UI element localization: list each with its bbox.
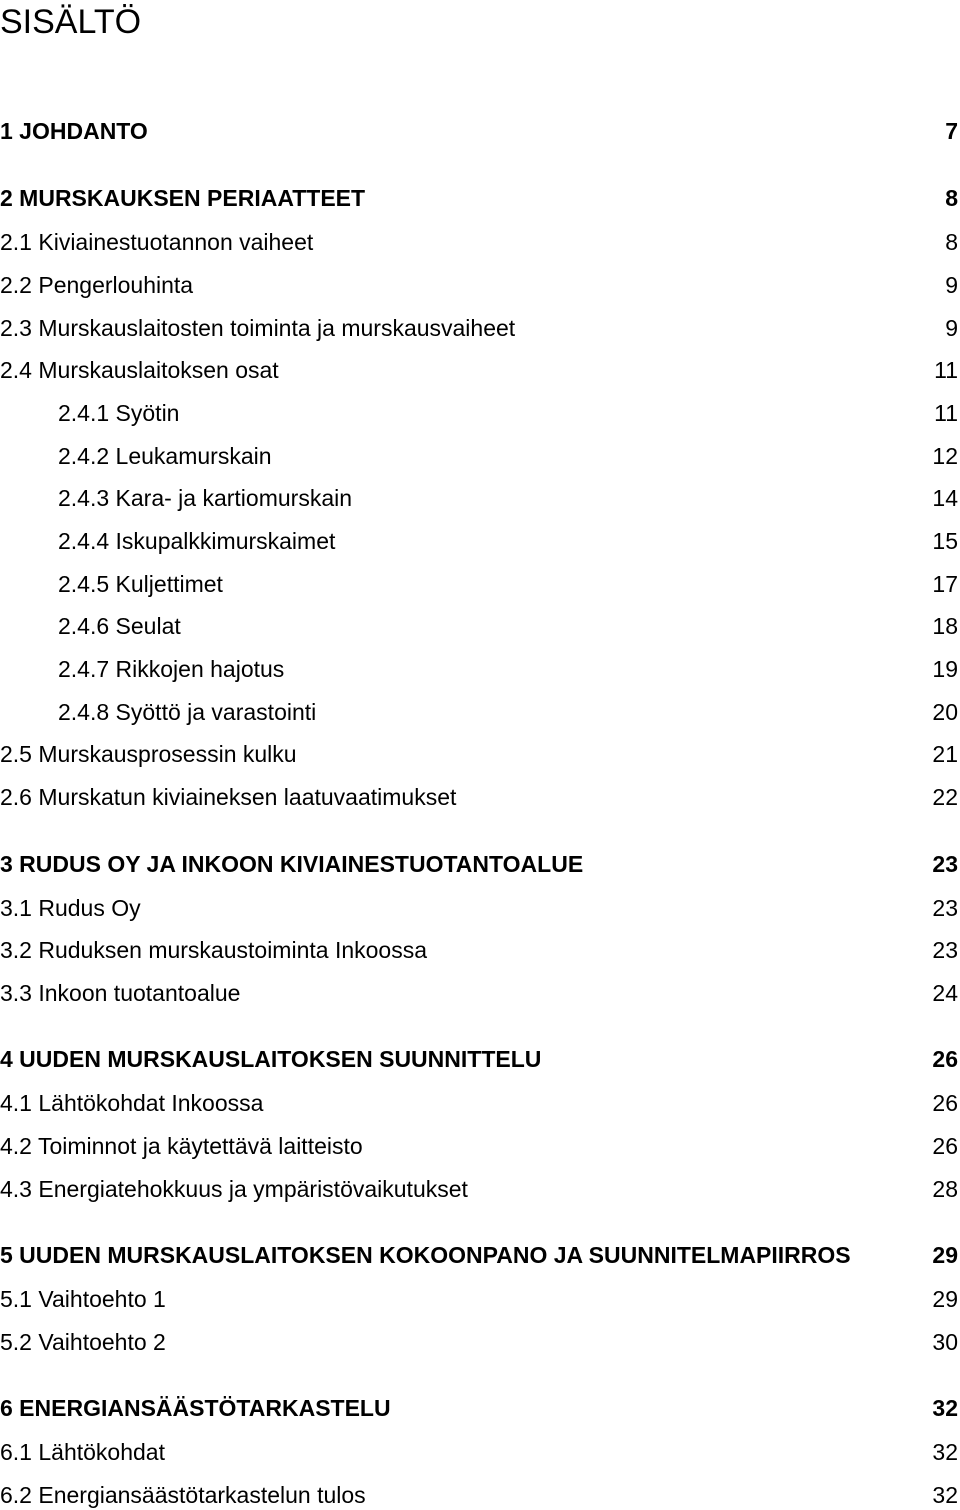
- toc-entry: [0, 1131, 958, 1161]
- toc-entry-title: 6.1 Lähtökohdat: [0, 1439, 165, 1465]
- toc-entry-title: 3.3 Inkoon tuotantoalue: [0, 980, 241, 1006]
- toc-entry: [0, 441, 958, 471]
- toc-entry-page-number: 9: [945, 272, 958, 298]
- toc-entry: [0, 697, 958, 727]
- toc-entry: [0, 893, 958, 923]
- toc-entry: [0, 1284, 958, 1314]
- toc-entry-page-number: 26: [932, 1133, 958, 1159]
- toc-entry: [0, 1437, 958, 1467]
- toc-entry: [0, 483, 958, 513]
- toc-entry-page-number: 11: [934, 400, 958, 426]
- toc-entry-title: 2.2 Pengerlouhinta: [0, 272, 194, 298]
- toc-entry-title: 2.4.7 Rikkojen hajotus: [58, 656, 285, 682]
- toc-entry-page-number: 23: [932, 937, 958, 963]
- toc-entry: [0, 849, 958, 879]
- toc-entry-page-number: 26: [932, 1090, 958, 1116]
- toc-entry: [0, 1393, 958, 1423]
- toc-entry-title: 2.3 Murskauslaitosten toiminta ja murskausvaiheet: [0, 315, 516, 341]
- toc-entry: [0, 1480, 958, 1510]
- toc-entry-page-number: 18: [932, 613, 958, 639]
- toc-entry-page-number: 22: [932, 784, 958, 810]
- toc-entry-page-number: 15: [932, 528, 958, 554]
- toc-entry-page-number: 8: [945, 229, 958, 255]
- toc-entry: [0, 183, 958, 213]
- toc-entry-title: 3 RUDUS OY JA INKOON KIVIAINESTUOTANTOALUE: [0, 851, 584, 877]
- toc-entry-page-number: 29: [932, 1242, 958, 1268]
- toc-entry-title: 2.4.1 Syötin: [58, 400, 180, 426]
- toc-entry: [0, 313, 958, 343]
- toc-entry: [0, 227, 958, 257]
- toc-entry-title: 2.4.4 Iskupalkkimurskaimet: [58, 528, 336, 554]
- toc-entry-title: 5.2 Vaihtoehto 2: [0, 1329, 166, 1355]
- toc-entry: [0, 355, 958, 385]
- toc-entry-page-number: 29: [932, 1286, 958, 1312]
- toc-entry-title: 2.5 Murskausprosessin kulku: [0, 741, 297, 767]
- toc-entry-page-number: 20: [932, 699, 958, 725]
- toc-entry-title: 4.1 Lähtökohdat Inkoossa: [0, 1090, 264, 1116]
- toc-entry-page-number: 24: [932, 980, 958, 1006]
- toc-entry-title: 2.4.6 Seulat: [58, 613, 181, 639]
- toc-entry-title: 2.4.5 Kuljettimet: [58, 571, 223, 597]
- toc-entry-title: 4.2 Toiminnot ja käytettävä laitteisto: [0, 1133, 363, 1159]
- toc-entry: [0, 569, 958, 599]
- toc-entry-page-number: 32: [932, 1439, 958, 1465]
- toc-entry: [0, 654, 958, 684]
- toc-entry-title: 2.4 Murskauslaitoksen osat: [0, 357, 279, 383]
- toc-entry-page-number: 26: [932, 1046, 958, 1072]
- toc-entry-page-number: 23: [932, 895, 958, 921]
- toc-entry: [0, 782, 958, 812]
- toc-entry-title: 1 JOHDANTO: [0, 118, 148, 144]
- toc-entry-page-number: 9: [945, 315, 958, 341]
- toc-entry-page-number: 11: [934, 357, 958, 383]
- toc-entry-title: 2.6 Murskatun kiviaineksen laatuvaatimukset: [0, 784, 457, 810]
- toc-entry-page-number: 32: [932, 1395, 958, 1421]
- toc-entry-title: 5.1 Vaihtoehto 1: [0, 1286, 166, 1312]
- toc-entry-title: 5 UUDEN MURSKAUSLAITOKSEN KOKOONPANO JA SUUNNITELMAPIIRROS: [0, 1242, 851, 1268]
- toc-entry: [0, 1174, 958, 1204]
- toc-entry-title: 3.2 Ruduksen murskaustoiminta Inkoossa: [0, 937, 427, 963]
- toc-entry-page-number: 23: [932, 851, 958, 877]
- toc-entry: [0, 978, 958, 1008]
- toc-entry: [0, 739, 958, 769]
- toc-entry: [0, 1327, 958, 1357]
- toc-entry-page-number: 28: [932, 1176, 958, 1202]
- toc-entry-title: 6.2 Energiansäästötarkastelun tulos: [0, 1482, 366, 1508]
- toc-entry: [0, 1044, 958, 1074]
- toc-entry-page-number: 32: [932, 1482, 958, 1508]
- toc-entry-page-number: 21: [932, 741, 958, 767]
- toc-entry-page-number: 12: [932, 443, 958, 469]
- toc-entry: [0, 398, 958, 428]
- toc-entry-title: 2.4.2 Leukamurskain: [58, 443, 272, 469]
- toc-entry: [0, 611, 958, 641]
- toc-entry-title: 2 MURSKAUKSEN PERIAATTEET: [0, 185, 366, 211]
- toc-entry-title: 2.4.8 Syöttö ja varastointi: [58, 699, 317, 725]
- toc-entry: [0, 1088, 958, 1118]
- toc-entry: [0, 1240, 958, 1270]
- toc-entry: [0, 270, 958, 300]
- toc-entry-title: 4 UUDEN MURSKAUSLAITOKSEN SUUNNITTELU: [0, 1046, 542, 1072]
- toc-entry-title: 2.1 Kiviainestuotannon vaiheet: [0, 229, 314, 255]
- toc-entry-page-number: 8: [945, 185, 958, 211]
- toc-entry-page-number: 14: [932, 485, 958, 511]
- toc-entry-page-number: 17: [932, 571, 958, 597]
- toc-entry: [0, 526, 958, 556]
- toc-entry-title: 6 ENERGIANSÄÄSTÖTARKASTELU: [0, 1395, 391, 1421]
- page-title: SISÄLTÖ: [0, 3, 142, 41]
- toc-entry: [0, 116, 958, 146]
- toc-entry: [0, 935, 958, 965]
- toc-entry-title: 3.1 Rudus Oy: [0, 895, 141, 921]
- toc-entry-page-number: 7: [945, 118, 958, 144]
- toc-entry-page-number: 19: [932, 656, 958, 682]
- toc-entry-title: 4.3 Energiatehokkuus ja ympäristövaikutukset: [0, 1176, 468, 1202]
- toc-entry-page-number: 30: [932, 1329, 958, 1355]
- toc-entry-title: 2.4.3 Kara- ja kartiomurskain: [58, 485, 353, 511]
